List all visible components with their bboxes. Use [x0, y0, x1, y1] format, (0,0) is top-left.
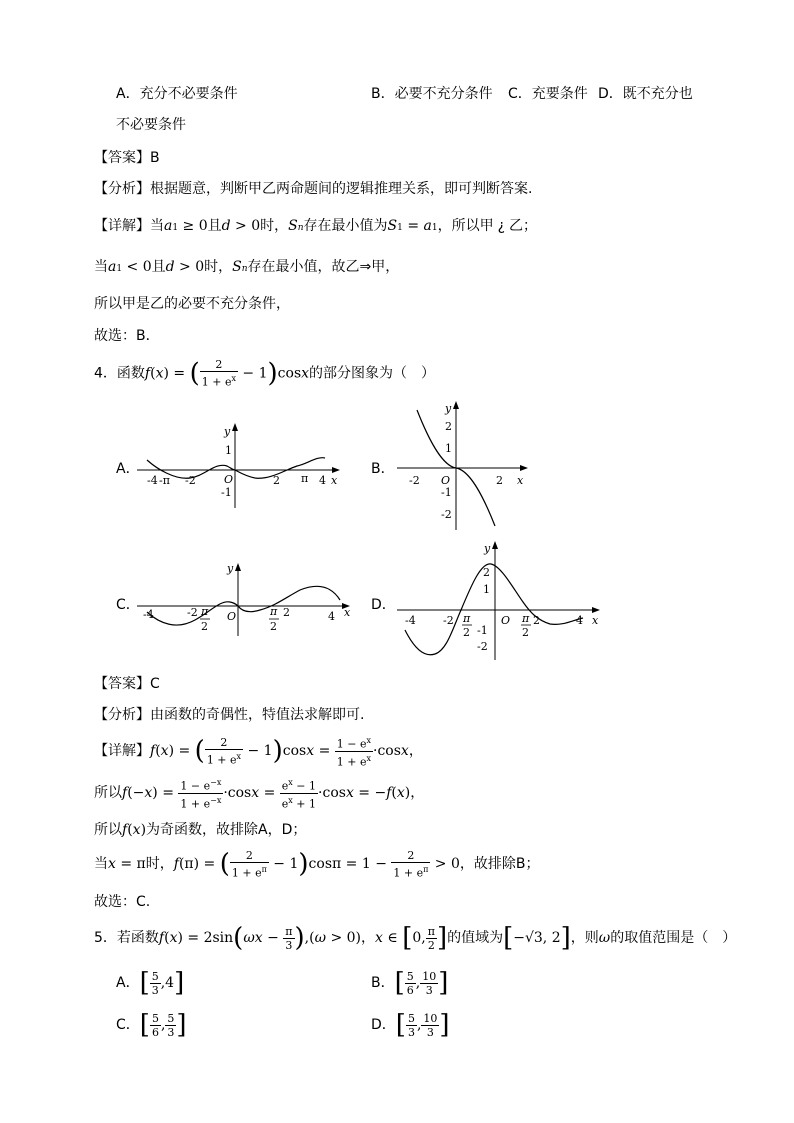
tick-label: -2 [443, 614, 454, 627]
math-expr: 0, [412, 930, 426, 946]
graph-b [395, 398, 535, 533]
math-sub: 1 [116, 264, 123, 274]
tick-label: 1 [483, 583, 490, 596]
x-axis-arrow [520, 465, 528, 471]
math-paren: ) [294, 923, 305, 953]
detail-text: 时， [260, 218, 289, 234]
math-expr: ) = 2sin [177, 930, 234, 946]
q5-option-d [371, 1008, 450, 1042]
q3-option-d-continued: 不必要条件 [116, 117, 186, 133]
detail-text: ，所以甲 [437, 218, 494, 234]
detail-text: 所以 [94, 822, 122, 838]
math-expr: = [314, 743, 335, 759]
tick-label: 2 [283, 606, 290, 619]
math-fraction: $\frac{5}{3}$ [407, 1011, 415, 1039]
math-expr: x [155, 365, 164, 382]
math-sub: n [241, 264, 248, 274]
math-expr: > 0 [174, 259, 205, 275]
math-expr: f [173, 856, 179, 872]
math-expr: f [122, 822, 128, 838]
q5-option-b [371, 966, 448, 1000]
math-expr: f [122, 785, 128, 801]
graph-a-label: A． [116, 461, 140, 477]
tick-label: 2 [483, 566, 490, 579]
detail-text: 存在最小值为 [303, 218, 388, 234]
graph-d [395, 538, 610, 663]
tick-label: 1 [225, 444, 232, 457]
graph-a-curve [147, 458, 325, 479]
math-expr: , [415, 975, 421, 991]
math-bracket: ] [439, 1010, 450, 1040]
math-expr: ( [155, 743, 161, 759]
stem-text: 的部分图象为（ ） [309, 365, 436, 382]
q4-detail-line-2 [94, 775, 424, 811]
y-axis-arrow [492, 541, 498, 549]
q4-detail-line-4 [94, 846, 540, 882]
math-expr: ( [164, 930, 170, 946]
detail-text: 乙； [509, 218, 538, 234]
math-fraction: $\frac{10}{3}$ [422, 969, 437, 997]
detail-text: 且 [207, 218, 222, 234]
math-expr: , [160, 1017, 166, 1033]
tick-label: 2 [445, 420, 452, 433]
q3-detail-line-3: 所以甲是乙的必要不充分条件， [94, 296, 290, 312]
math-expr: = [259, 785, 280, 801]
math-expr: x [144, 785, 153, 801]
answer-tag: 【答案】 [94, 150, 150, 166]
tick-label: 4 [328, 610, 335, 623]
tick-label: -1 [477, 624, 488, 637]
math-expr: x [345, 785, 354, 801]
x-axis-label: x [517, 474, 524, 487]
x-axis-label: x [592, 614, 599, 627]
tick-label: π [301, 472, 309, 485]
math-sub: 1 [397, 223, 403, 233]
y-axis-label: y [227, 562, 234, 575]
origin-label: O [501, 614, 511, 627]
math-expr: x [132, 822, 141, 838]
option-label: B． [371, 975, 395, 991]
tick-label: -2 [185, 474, 196, 487]
detail-text: 当 [94, 259, 108, 275]
option-label: D． [371, 1017, 396, 1033]
math-expr: ω [314, 930, 327, 946]
math-fraction: $\frac{5}{6}$ [151, 1011, 159, 1039]
math-bracket: ] [174, 968, 185, 998]
math-expr: d [165, 259, 175, 275]
math-expr: > 0 [230, 218, 261, 234]
math-expr: x [396, 785, 405, 801]
detail-tag: 【详解】 [94, 743, 150, 759]
math-expr: ) = [152, 785, 179, 801]
math-fraction: $\frac{5}{6}$ [406, 969, 414, 997]
graph-b-label: B． [371, 461, 395, 477]
tick-label: -1 [221, 486, 232, 499]
math-expr: x [169, 930, 178, 946]
tick-label: 4 [319, 474, 326, 487]
math-expr: ωx [243, 930, 263, 946]
math-expr: ( [150, 365, 156, 382]
math-fraction: $\frac{5}{3}$ [167, 1011, 175, 1039]
tick-pi: π [522, 612, 530, 625]
detail-text: 当 [94, 856, 108, 872]
detail-punct: ， [408, 743, 423, 759]
math-expr: a [164, 218, 173, 234]
math-expr: ·cos [318, 785, 346, 801]
detail-text: 时， [204, 259, 233, 275]
math-bracket: ] [436, 923, 448, 953]
math-expr: , [416, 1017, 422, 1033]
q3-detail-line-1 [94, 216, 537, 238]
math-expr: > 0) [326, 930, 362, 946]
math-expr: ) = [168, 743, 195, 759]
option-label: A． [116, 975, 140, 991]
math-fraction: $\frac{\pi}{2}$ [427, 924, 435, 952]
y-axis-arrow [453, 401, 459, 409]
detail-text: 时， [145, 856, 174, 872]
tick-label: -4 [405, 614, 416, 627]
math-paren: ( [189, 358, 200, 389]
tick-label: -4 [147, 474, 158, 487]
math-fraction: $\frac{5}{3}$ [151, 969, 159, 997]
math-paren: ( [233, 923, 244, 953]
math-expr: − 1 [268, 856, 299, 872]
stem-punct: ， [361, 930, 376, 946]
math-sub: 1 [172, 223, 179, 233]
q5-option-c [116, 1008, 187, 1042]
math-expr: − 1 [237, 365, 268, 382]
graph-c [135, 558, 360, 638]
math-expr: x [301, 365, 310, 382]
tick-label: -2 [187, 606, 198, 619]
math-fraction: $\frac{e^x - 1}{e^x + 1}$ [281, 777, 317, 811]
math-expr: ,( [304, 930, 315, 946]
math-expr: ) [140, 822, 147, 838]
math-expr: cos [277, 365, 302, 382]
tick-label: 1 [445, 442, 452, 455]
q4-detail-line-1 [94, 733, 423, 769]
stem-text: ，则 [570, 930, 599, 946]
tick-pi: π [201, 605, 209, 618]
tick-denominator: 2 [463, 626, 470, 639]
x-axis-arrow [332, 467, 340, 473]
q3-analysis [94, 179, 532, 199]
tick-label: 2 [273, 474, 280, 487]
math-expr: < 0 [122, 259, 152, 275]
answer-tag: 【答案】 [94, 676, 150, 692]
math-expr: − [262, 930, 284, 946]
math-expr: ) [404, 785, 411, 801]
stem-text: 的值域为 [447, 930, 504, 946]
math-bracket: [ [402, 923, 413, 953]
q3-detail-line-4: 故选：B． [94, 328, 160, 344]
math-expr: x [400, 743, 409, 759]
math-expr: a [108, 259, 117, 275]
analysis-text: 根据题意，判断甲乙两命题间的逻辑推理关系，即可判断答案. [150, 181, 533, 197]
detail-text: 当 [150, 218, 164, 234]
detail-text: 存在最小值，故乙⇒甲， [247, 259, 400, 275]
y-axis-arrow [235, 563, 241, 571]
math-expr: > 0 [430, 856, 460, 872]
stem-text: 的取值范围是（ ） [610, 930, 737, 946]
q3-option-a: A．充分不必要条件 [116, 86, 238, 102]
math-expr: d [221, 218, 231, 234]
answer-value: B [150, 150, 160, 166]
graph-d-label: D． [371, 597, 396, 613]
math-bracket: [ [139, 1010, 150, 1040]
math-expr: S [288, 218, 298, 234]
math-paren: ( [219, 849, 230, 879]
math-bracket: [ [503, 923, 514, 953]
math-fraction: $\frac{1 - e^x}{1 + e^x}$ [336, 735, 371, 769]
graph-a [135, 420, 350, 510]
y-axis-label: y [484, 542, 491, 555]
analysis-tag: 【分析】 [94, 707, 150, 723]
math-expr: −√3, 2 [513, 930, 561, 946]
math-fraction: $\frac{2}{1 + e^\pi}$ [231, 848, 267, 880]
tick-label: -4 [143, 608, 154, 621]
detail-symbol: ¿ [497, 218, 506, 234]
y-axis-label: y [445, 402, 452, 415]
math-expr: (π) = [178, 856, 220, 872]
math-fraction: $\frac{2}{1 + e^x}$ [201, 358, 236, 389]
math-expr: S [387, 218, 398, 234]
math-expr: x [160, 743, 169, 759]
q3-detail-line-2 [94, 257, 399, 279]
q4-answer [94, 674, 160, 694]
detail-text: 且 [151, 259, 166, 275]
math-expr: S [232, 259, 242, 275]
math-fraction: $\frac{1 - e^{-x}}{1 + e^{-x}}$ [180, 777, 222, 811]
math-expr: (− [127, 785, 145, 801]
tick-label: -1 [441, 486, 452, 499]
stem-text: 5．若函数 [94, 930, 159, 946]
math-sub: 1 [431, 223, 438, 233]
tick-denominator: 2 [522, 626, 529, 639]
tick-pi: π [463, 612, 471, 625]
x-axis-arrow [592, 607, 600, 613]
stem-text: 4．函数 [94, 365, 145, 382]
tick-label: 2 [533, 614, 540, 627]
math-bracket: ] [560, 923, 571, 953]
math-expr: ( [127, 822, 133, 838]
tick-label: 2 [496, 474, 503, 487]
q5-option-a [116, 966, 184, 1000]
detail-tag: 【详解】 [94, 218, 150, 234]
math-expr: ω [598, 930, 611, 946]
math-bracket: ] [176, 1010, 187, 1040]
tick-denominator: 2 [201, 620, 208, 633]
math-expr: ≥ 0 [178, 218, 208, 234]
origin-label: O [227, 610, 237, 623]
math-expr: cos [282, 743, 307, 759]
tick-label: -π [159, 474, 170, 487]
q4-detail-line-5: 故选：C. [94, 894, 151, 910]
math-expr: a [423, 218, 432, 234]
math-expr: ,4 [160, 975, 175, 991]
math-expr: f [158, 930, 165, 946]
detail-text: 所以 [94, 785, 122, 801]
math-paren: ) [298, 849, 309, 879]
math-fraction: $\frac{\pi}{3}$ [285, 924, 293, 952]
math-fraction: $\frac{2}{1 + e^x}$ [206, 735, 242, 767]
math-expr: ∈ [382, 930, 403, 946]
math-expr: ·cos [223, 785, 252, 801]
detail-punct: ， [410, 785, 425, 801]
answer-value: C [150, 676, 160, 692]
q4-stem [94, 358, 435, 389]
math-expr: ·cos [373, 743, 401, 759]
math-expr: f [386, 785, 392, 801]
math-expr: = [402, 218, 424, 234]
graph-c-label: C． [116, 597, 140, 613]
math-expr: ) = [163, 365, 190, 382]
q3-option-b: B．必要不充分条件 [371, 86, 493, 102]
math-sub: n [297, 223, 304, 233]
math-paren: ) [272, 736, 283, 766]
math-expr: = − [353, 785, 387, 801]
math-expr: x [306, 743, 315, 759]
q5-stem [94, 922, 736, 954]
analysis-text: 由函数的奇偶性，特值法求解即可. [150, 707, 365, 723]
y-axis-arrow [232, 423, 238, 431]
y-axis-label: y [224, 425, 231, 438]
detail-text: 为奇函数，故排除A，D； [146, 822, 307, 838]
detail-text: ，故排除B； [459, 856, 540, 872]
tick-denominator: 2 [270, 620, 277, 633]
math-expr: = π [115, 856, 146, 872]
math-expr: f [144, 365, 151, 382]
q3-option-c: C．充要条件 [508, 86, 588, 102]
origin-label: O [224, 473, 234, 486]
q3-option-d: D．既不充分也 [598, 86, 693, 102]
math-expr: − 1 [243, 743, 273, 759]
math-expr: cosπ = 1 − [308, 856, 392, 872]
option-label: C． [116, 1017, 140, 1033]
math-bracket: [ [395, 1010, 406, 1040]
tick-label: -2 [441, 508, 452, 521]
origin-label: O [441, 474, 451, 487]
math-fraction: $\frac{10}{3}$ [423, 1011, 438, 1039]
tick-pi: π [270, 605, 278, 618]
math-bracket: ] [438, 968, 449, 998]
tick-label: 4 [576, 614, 583, 627]
math-expr: x [251, 785, 260, 801]
x-axis-label: x [344, 606, 351, 619]
q4-detail-line-3 [94, 820, 306, 840]
q3-answer [94, 148, 160, 168]
math-bracket: [ [139, 968, 150, 998]
math-expr: x [375, 930, 383, 946]
math-expr: x [108, 856, 116, 872]
math-paren: ) [267, 358, 278, 389]
tick-label: -2 [409, 474, 420, 487]
math-bracket: [ [394, 968, 405, 998]
math-expr: f [150, 743, 156, 759]
math-fraction: $\frac{2}{1 + e^\pi}$ [393, 848, 429, 880]
x-axis-label: x [331, 474, 338, 487]
q4-analysis [94, 705, 364, 725]
analysis-tag: 【分析】 [94, 181, 150, 197]
math-expr: ( [391, 785, 397, 801]
tick-label: -2 [477, 640, 488, 653]
math-paren: ( [194, 736, 205, 766]
graph-d-curve [405, 564, 583, 655]
